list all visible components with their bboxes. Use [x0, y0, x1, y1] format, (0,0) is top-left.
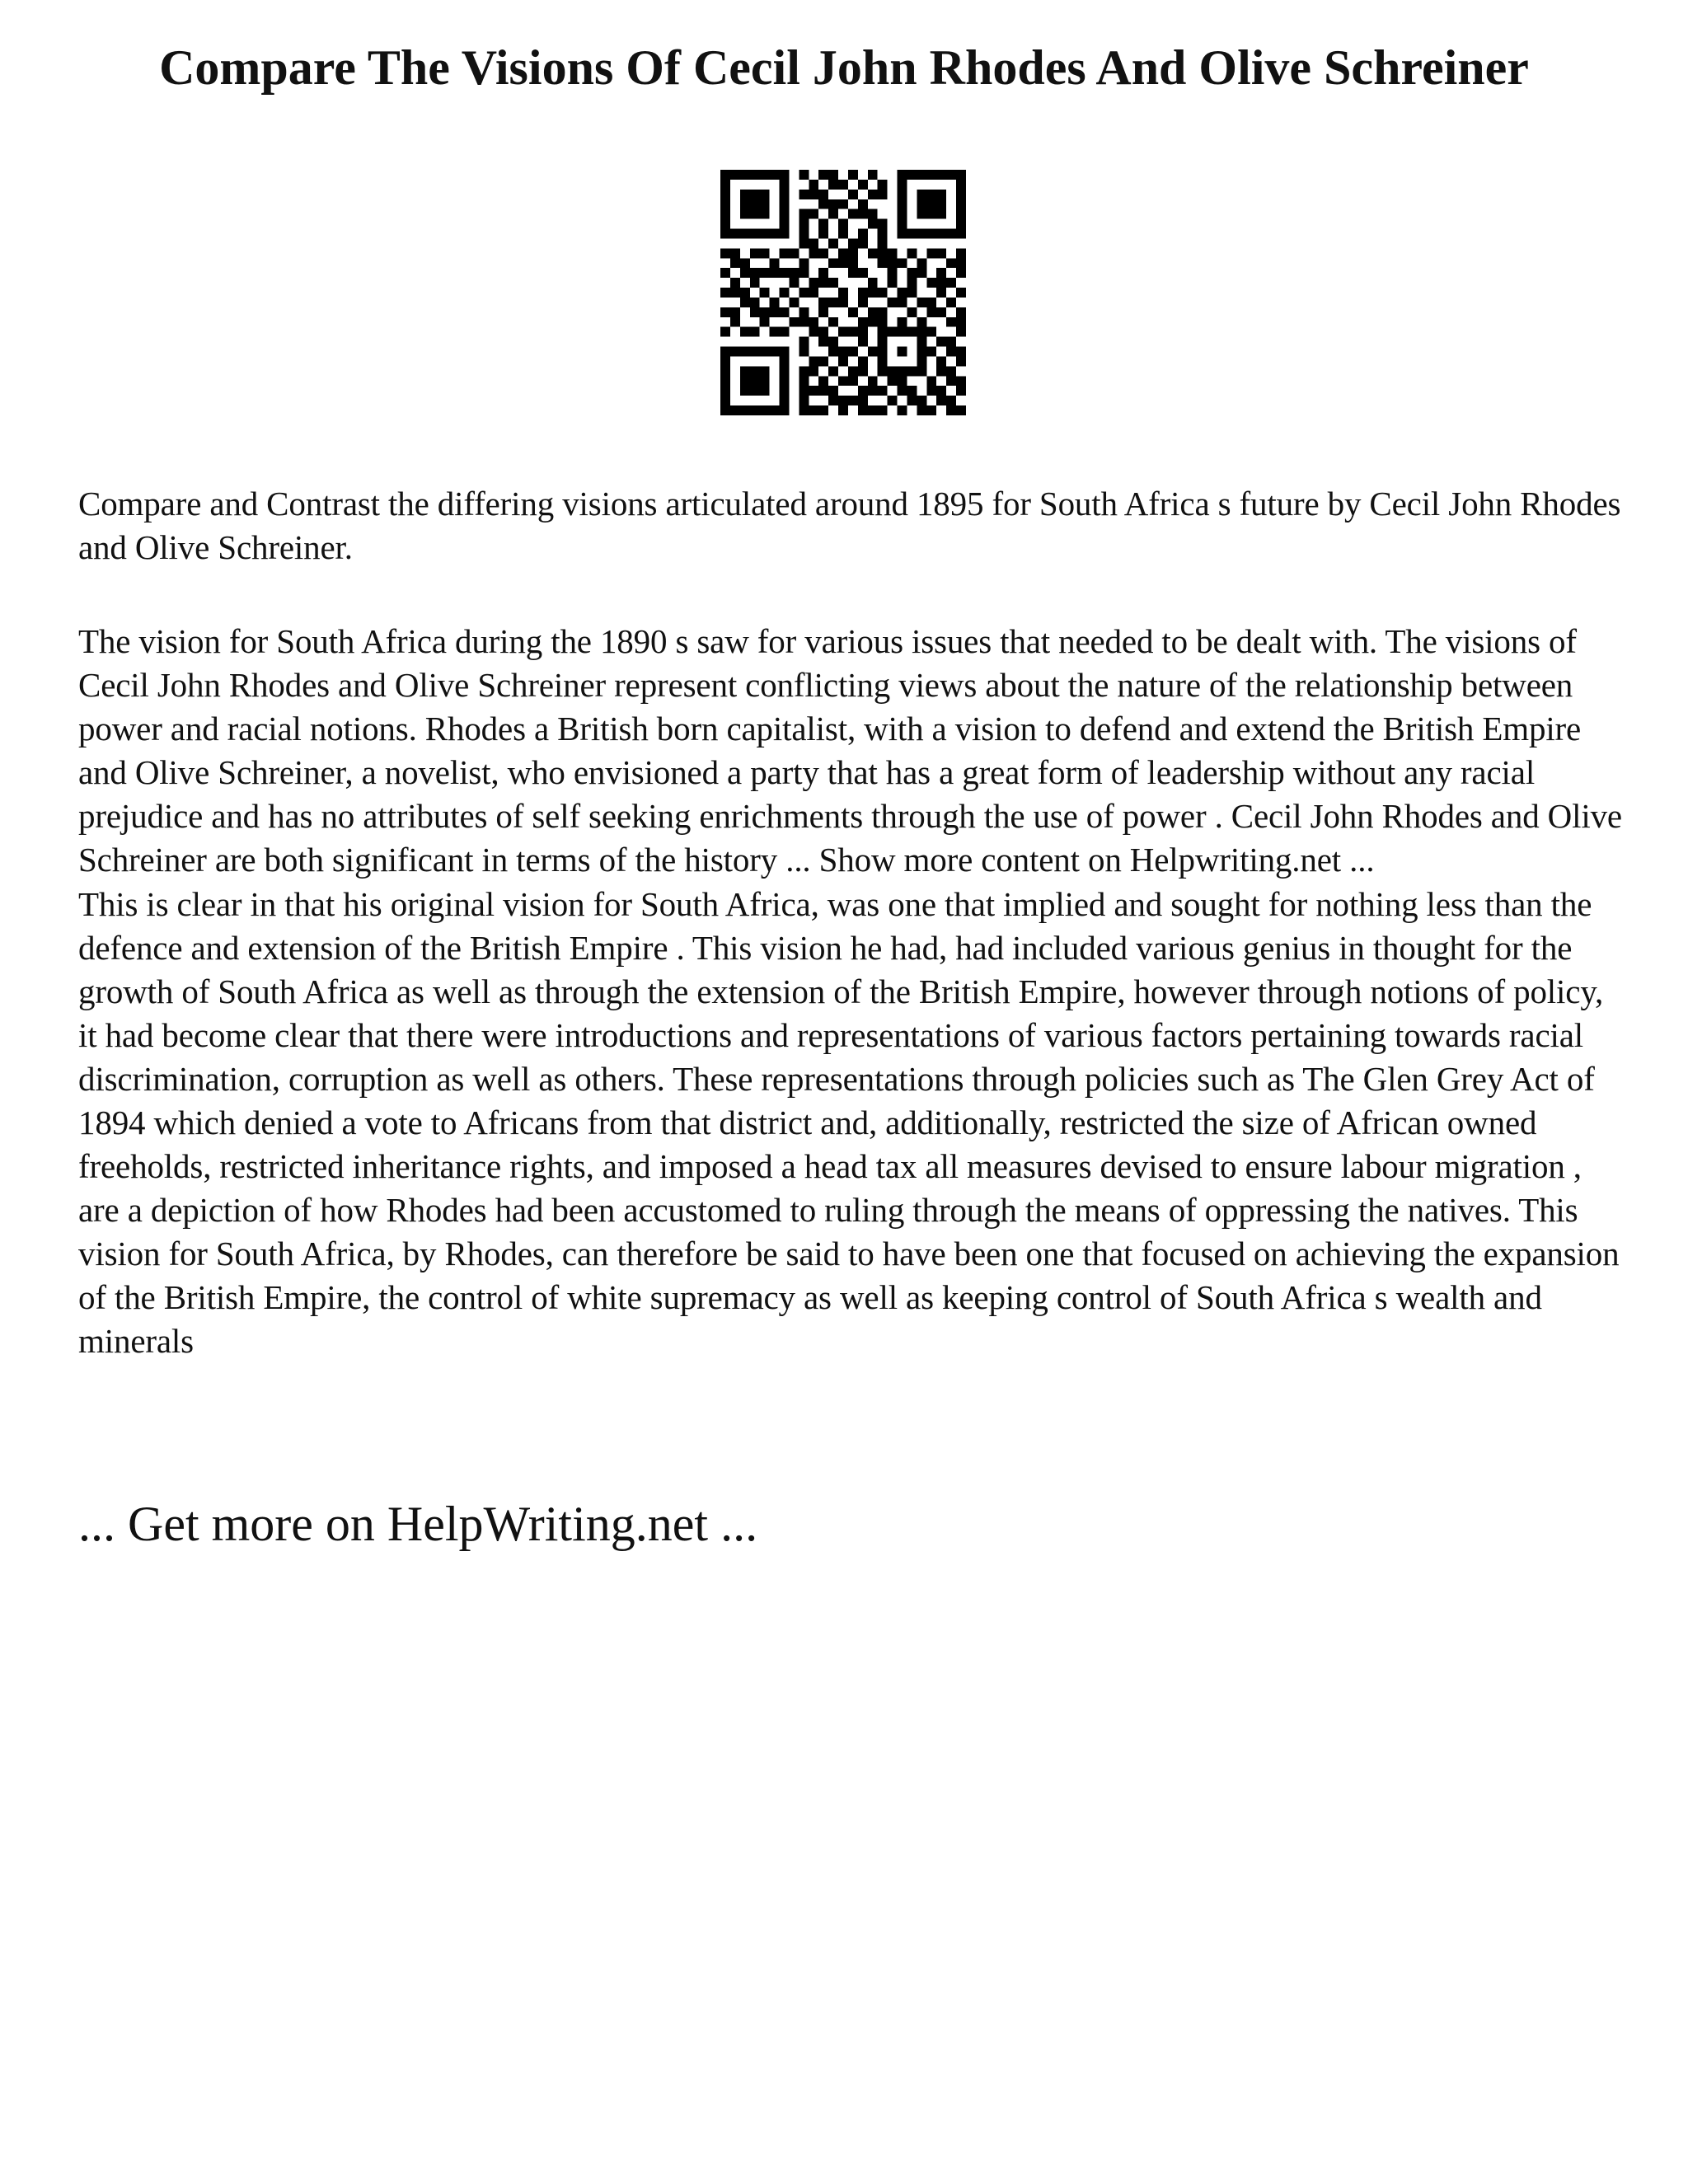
intro-paragraph: Compare and Contrast the differing visions articulated around 1895 for South Africa s future by Cecil John Rhodes and Olive Schreiner.	[78, 485, 1621, 566]
page-title: Compare The Visions Of Cecil John Rhodes And Olive Schreiner	[159, 40, 1529, 95]
body-paragraph: The vision for South Africa during the 1890 s saw for various issues that needed to be dealt with. The visions of Cecil John Rhodes and Olive Schreiner represent conflicting views about the nature of the relationship between power and racial notions. Rhodes a British born capitalist, with a vision to defend and extend the British Empire and Olive Schreiner, a novelist, who envisioned a party that has a great form of leadership without any racial prejudice and has no attributes of self seeking enrichments through the use of power . Cecil John Rhodes and Olive Schreiner are both significant in terms of the history ... Show more content on Helpwriting.net ...	[78, 622, 1622, 879]
qr-code-icon[interactable]	[720, 170, 966, 415]
body-paragraph: This is clear in that his original vision for South Africa, was one that implied and sought for nothing less than the defence and extension of the British Empire . This vision he had, had included various genius in thought for the growth of South Africa as well as through the extension of the British Empire, however through notions of policy, it had become clear that there were introductions and representations of various factors pertaining towards racial discrimination, corruption as well as others. These representations through policies such as The Glen Grey Act of 1894 which denied a vote to Africans from that district and, additionally, restricted the size of African owned freeholds, restricted inheritance rights, and imposed a head tax all measures devised to ensure labour migration , are a depiction of how Rhodes had been accustomed to ruling through the means of oppressing the natives. This vision for South Africa, by Rhodes, can therefore be said to have been one that focused on achieving the expansion of the British Empire, the control of white supremacy as well as keeping control of South Africa s wealth and minerals	[78, 885, 1620, 1360]
get-more-link[interactable]: ... Get more on HelpWriting.net ...	[78, 1497, 758, 1551]
